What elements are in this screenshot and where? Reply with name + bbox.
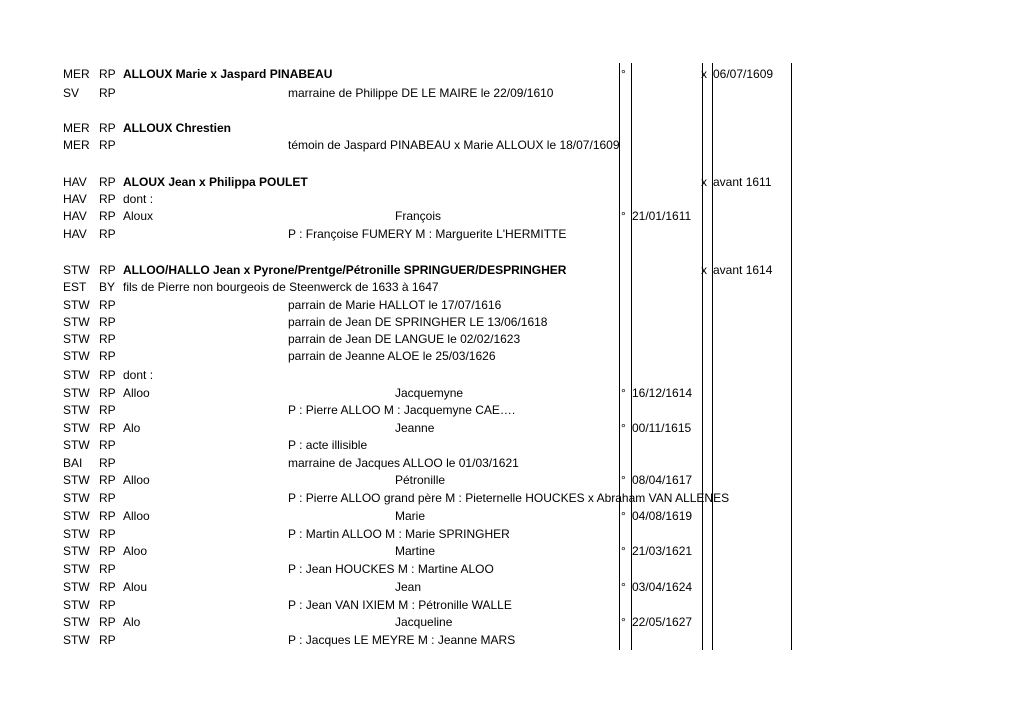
name-cell: dont :: [123, 368, 154, 382]
source-cell: RP: [99, 227, 116, 241]
record-row: [0, 366, 1024, 384]
detail-cell: P : Martin ALLOO M : Marie SPRINGHER: [288, 527, 510, 541]
place-cell: HAV: [63, 192, 87, 206]
place-cell: MER: [63, 121, 90, 135]
source-cell: RP: [99, 615, 116, 629]
record-row: [0, 313, 1024, 331]
source-cell: RP: [99, 456, 116, 470]
given-name-cell: Jean: [395, 580, 422, 594]
record-row: [0, 613, 1024, 631]
source-cell: RP: [99, 67, 116, 81]
place-cell: STW: [63, 633, 90, 647]
name-cell: Alloo: [123, 509, 150, 523]
marriage-mark: x: [701, 67, 707, 81]
place-cell: STW: [63, 598, 90, 612]
source-cell: RP: [99, 633, 116, 647]
source-cell: RP: [99, 421, 116, 435]
record-row: [0, 631, 1024, 649]
place-cell: SV: [63, 86, 80, 100]
source-cell: RP: [99, 192, 116, 206]
detail-cell: parrain de Marie HALLOT le 17/07/1616: [288, 298, 502, 312]
record-row: [0, 596, 1024, 614]
record-row: [0, 401, 1024, 419]
detail-cell: P : Jacques LE MEYRE M : Jeanne MARS: [288, 633, 516, 647]
record-row: [0, 330, 1024, 348]
source-cell: BY: [99, 280, 116, 294]
birth-mark: °: [621, 421, 626, 435]
place-cell: STW: [63, 509, 90, 523]
birth-date: 16/12/1614: [632, 386, 693, 400]
column-rule: [631, 63, 632, 650]
source-cell: RP: [99, 509, 116, 523]
place-cell: STW: [63, 580, 90, 594]
source-cell: RP: [99, 175, 116, 189]
source-cell: RP: [99, 527, 116, 541]
detail-cell: P : acte illisible: [288, 438, 368, 452]
birth-mark: °: [621, 615, 626, 629]
record-row: [0, 471, 1024, 489]
record-row: [0, 119, 1024, 137]
birth-mark: °: [621, 509, 626, 523]
birth-mark: °: [621, 473, 626, 487]
marriage-date: avant 1611: [713, 175, 772, 189]
place-cell: STW: [63, 421, 90, 435]
detail-cell: parrain de Jean DE SPRINGHER LE 13/06/1618: [288, 315, 548, 329]
marriage-mark: x: [701, 263, 707, 277]
source-cell: RP: [99, 403, 116, 417]
detail-cell: parrain de Jean DE LANGUE le 02/02/1623: [288, 332, 521, 346]
detail-cell: P : Pierre ALLOO grand père M : Pieternelle HOUCKES x Abraham VAN ALLENES: [288, 491, 730, 505]
record-row: [0, 560, 1024, 578]
name-cell: Alloo: [123, 473, 150, 487]
record-row: [0, 136, 1024, 154]
place-cell: STW: [63, 527, 90, 541]
name-cell: ALOUX Jean x Philippa POULET: [123, 175, 308, 189]
record-row: [0, 84, 1024, 102]
place-cell: STW: [63, 368, 90, 382]
column-rule: [619, 63, 620, 650]
source-cell: RP: [99, 209, 116, 223]
marriage-date: avant 1614: [713, 263, 773, 277]
source-cell: RP: [99, 138, 116, 152]
birth-date: 21/01/1611: [632, 209, 692, 223]
column-rule: [702, 63, 703, 650]
place-cell: STW: [63, 349, 90, 363]
place-cell: STW: [63, 562, 90, 576]
source-cell: RP: [99, 349, 116, 363]
place-cell: STW: [63, 491, 90, 505]
detail-cell: P : Jean VAN IXIEM M : Pétronille WALLE: [288, 598, 512, 612]
name-cell: Alo: [123, 421, 141, 435]
record-row: [0, 65, 1024, 83]
record-row: [0, 190, 1024, 208]
birth-date: 03/04/1624: [632, 580, 693, 594]
detail-cell: marraine de Jacques ALLOO le 01/03/1621: [288, 456, 519, 470]
place-cell: STW: [63, 615, 90, 629]
source-cell: RP: [99, 332, 116, 346]
source-cell: RP: [99, 562, 116, 576]
record-row: [0, 261, 1024, 279]
record-row: [0, 525, 1024, 543]
birth-date: 00/11/1615: [632, 421, 692, 435]
given-name-cell: Jacqueline: [395, 615, 453, 629]
name-cell: Aloux: [123, 209, 154, 223]
record-row: [0, 436, 1024, 454]
source-cell: RP: [99, 544, 116, 558]
record-row: [0, 278, 1024, 296]
birth-date: 08/04/1617: [632, 473, 693, 487]
birth-mark: °: [621, 67, 626, 81]
record-row: [0, 296, 1024, 314]
record-row: [0, 207, 1024, 225]
record-row: [0, 489, 1024, 507]
record-row: [0, 419, 1024, 437]
place-cell: STW: [63, 403, 90, 417]
source-cell: RP: [99, 368, 116, 382]
name-cell: Aloo: [123, 544, 148, 558]
detail-cell: P : Pierre ALLOO M : Jacquemyne CAE….: [288, 403, 516, 417]
marriage-date: 06/07/1609: [713, 67, 774, 81]
record-row: [0, 507, 1024, 525]
source-cell: RP: [99, 438, 116, 452]
given-name-cell: Jeanne: [395, 421, 435, 435]
birth-mark: °: [621, 544, 626, 558]
record-row: [0, 454, 1024, 472]
place-cell: EST: [63, 280, 87, 294]
name-cell: dont :: [123, 192, 154, 206]
source-cell: RP: [99, 580, 116, 594]
source-cell: RP: [99, 263, 116, 277]
record-row: [0, 225, 1024, 243]
record-row: [0, 542, 1024, 560]
name-cell: ALLOUX Chrestien: [123, 121, 232, 135]
detail-cell: P : Jean HOUCKES M : Martine ALOO: [288, 562, 494, 576]
marriage-mark: x: [701, 175, 707, 189]
place-cell: STW: [63, 473, 90, 487]
place-cell: STW: [63, 298, 90, 312]
record-row: [0, 347, 1024, 365]
name-cell: ALLOUX Marie x Jaspard PINABEAU: [123, 67, 333, 81]
record-row: [0, 173, 1024, 191]
place-cell: STW: [63, 544, 90, 558]
name-cell: fils de Pierre non bourgeois de Steenwerck de 1633 à 1647: [123, 280, 439, 294]
birth-date: 22/05/1627: [632, 615, 693, 629]
given-name-cell: Martine: [395, 544, 436, 558]
given-name-cell: Jacquemyne: [395, 386, 464, 400]
name-cell: Alo: [123, 615, 141, 629]
source-cell: RP: [99, 491, 116, 505]
place-cell: BAI: [63, 456, 83, 470]
detail-cell: parrain de Jeanne ALOE le 25/03/1626: [288, 349, 496, 363]
place-cell: HAV: [63, 175, 87, 189]
source-cell: RP: [99, 86, 116, 100]
place-cell: STW: [63, 263, 90, 277]
source-cell: RP: [99, 121, 116, 135]
detail-cell: marraine de Philippe DE LE MAIRE le 22/09/1610: [288, 86, 554, 100]
name-cell: Alloo: [123, 386, 150, 400]
column-rule: [712, 63, 713, 650]
source-cell: RP: [99, 598, 116, 612]
record-row: [0, 384, 1024, 402]
given-name-cell: Pétronille: [395, 473, 446, 487]
source-cell: RP: [99, 298, 116, 312]
name-cell: Alou: [123, 580, 148, 594]
record-row: [0, 578, 1024, 596]
place-cell: HAV: [63, 227, 87, 241]
place-cell: HAV: [63, 209, 87, 223]
place-cell: STW: [63, 315, 90, 329]
birth-mark: °: [621, 580, 626, 594]
column-rule: [791, 63, 792, 650]
birth-mark: °: [621, 386, 626, 400]
detail-cell: témoin de Jaspard PINABEAU x Marie ALLOUX le 18/07/1609: [288, 138, 620, 152]
source-cell: RP: [99, 315, 116, 329]
source-cell: RP: [99, 473, 116, 487]
detail-cell: P : Françoise FUMERY M : Marguerite L'HERMITTE: [288, 227, 567, 241]
source-cell: RP: [99, 386, 116, 400]
place-cell: MER: [63, 138, 90, 152]
place-cell: STW: [63, 386, 90, 400]
place-cell: STW: [63, 438, 90, 452]
place-cell: MER: [63, 67, 90, 81]
birth-mark: °: [621, 209, 626, 223]
given-name-cell: François: [395, 209, 442, 223]
birth-date: 21/03/1621: [632, 544, 693, 558]
name-cell: ALLOO/HALLO Jean x Pyrone/Prentge/Pétronille SPRINGUER/DESPRINGHER: [123, 263, 567, 277]
given-name-cell: Marie: [395, 509, 426, 523]
birth-date: 04/08/1619: [632, 509, 693, 523]
place-cell: STW: [63, 332, 90, 346]
